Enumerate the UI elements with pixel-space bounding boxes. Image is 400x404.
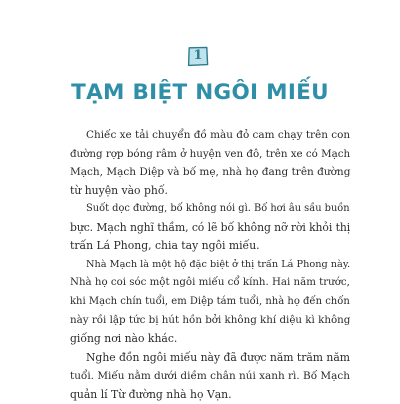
body-text	[70, 126, 350, 404]
chapter-badge	[186, 45, 210, 69]
body-line: tuổi. Miếu nằm dưới diềm chân núi xanh rì. Bố Mạch	[70, 370, 350, 383]
body-line: Chiếc xe tải chuyển đồ màu đỏ cam chạy trên con	[86, 129, 351, 141]
chapter-number: 1	[193, 48, 203, 63]
body-line: Nhà họ coi sóc một ngôi miếu cổ kính. Hai năm trước,	[70, 277, 350, 289]
body-line: khi Mạch chín tuổi, em Diệp tám tuổi, nhà họ đến chốn	[70, 295, 350, 307]
body-line: Mạch, Mạch Diệp và bố mẹ, nhà họ đang trên đường	[70, 166, 351, 179]
body-line: này rồi lập tức bị hút hồn bởi không khí diệu kì không	[70, 314, 351, 327]
body-line: quản lí Từ đường nhà họ Vạn.	[70, 387, 232, 401]
body-line: Nhà Mạch là một hộ đặc biệt ở thị trấn Lá Phong này.	[86, 258, 351, 270]
body-line: từ huyện vào phố.	[70, 183, 168, 197]
body-line: đường rợp bóng râm ở huyện ven đô, trên xe có Mạch	[70, 147, 351, 160]
body-line: bực. Mạch nghĩ thầm, có lẽ bố không nỡ rời khỏi thị	[70, 220, 351, 234]
body-line: Nghe đồn ngôi miếu này đã được năm trăm năm	[86, 350, 350, 364]
body-line: Suốt dọc đường, bố không nói gì. Bố hơi âu sầu buồn	[86, 203, 350, 215]
chapter-title: TẠM BIỆT NGÔI MIẾU	[71, 80, 329, 105]
body-line: giống nơi nào khác.	[70, 332, 178, 346]
body-line: trấn Lá Phong, chia tay ngôi miếu.	[70, 239, 260, 253]
